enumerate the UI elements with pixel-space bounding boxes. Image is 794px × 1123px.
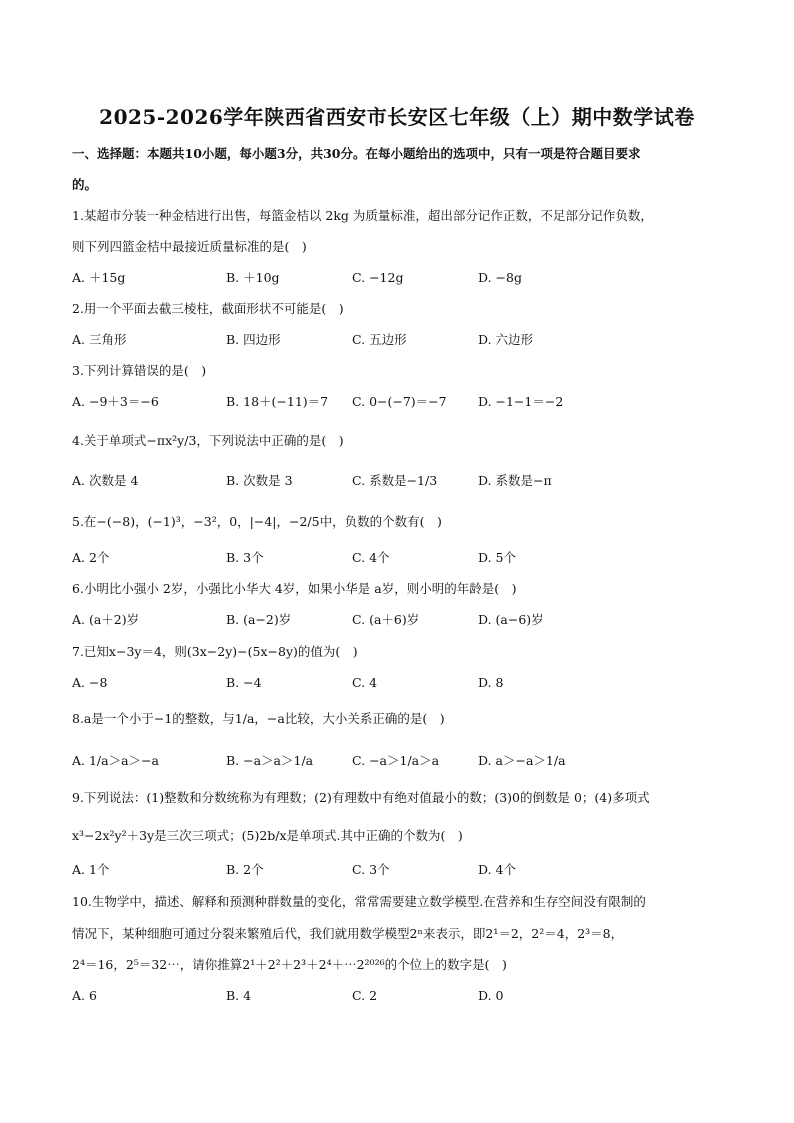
section-heading-line-1: 一、选择题：本题共10小题，每小题3分，共30分。在每小题给出的选项中，只有一项是符合题目要求 [72,146,641,161]
question-9-options [0,861,794,879]
question-1-line-2: 则下列四篮金桔中最接近质量标准的是( ) [72,239,307,254]
question-2-options [0,331,794,349]
question-4-options [0,472,794,490]
option-b[interactable]: B. ＋10g [226,270,280,285]
question-5-line-1: 5.在−(−8)，(−1)³，−3²，0，|−4|，−2/5中，负数的个数有( ) [72,514,442,529]
option-c[interactable]: C. 系数是−1/3 [352,473,438,488]
option-d[interactable]: D. a＞−a＞1/a [478,753,566,768]
option-b[interactable]: B. −a＞a＞1/a [226,753,314,768]
option-a[interactable]: A. −8 [72,675,108,690]
option-d[interactable]: D. (a−6)岁 [478,612,544,627]
question-6-options [0,611,794,629]
question-7-line-1: 7.已知x−3y＝4，则(3x−2y)−(5x−8y)的值为( ) [72,644,358,659]
option-a[interactable]: A. 2个 [72,550,110,565]
question-3-line-1: 3.下列计算错误的是( ) [72,363,207,378]
option-c[interactable]: C. 2 [352,988,378,1003]
option-d[interactable]: D. 系数是−π [478,473,552,488]
option-d[interactable]: D. −8g [478,270,522,285]
question-10-line-3: 2⁴＝16，2⁵＝32⋯，请你推算2¹＋2²＋2³＋2⁴＋⋯2²⁰²⁶的个位上的数字是( ) [72,957,507,972]
option-a[interactable]: A. (a＋2)岁 [72,612,140,627]
question-10-line-1: 10.生物学中，描述、解释和预测种群数量的变化，常常需要建立数学模型.在营养和生存空间没有限制的 [72,894,646,909]
option-c[interactable]: C. 4 [352,675,378,690]
option-d[interactable]: D. 5个 [478,550,516,565]
option-c[interactable]: C. −12g [352,270,404,285]
option-b[interactable]: B. 次数是 3 [226,473,293,488]
question-1-options [0,269,794,287]
option-d[interactable]: D. 六边形 [478,332,534,347]
question-7-options [0,674,794,692]
question-8-line-1: 8.a是一个小于−1的整数，与1/a，−a比较，大小关系正确的是( ) [72,711,445,726]
option-c[interactable]: C. 五边形 [352,332,407,347]
question-8-options [0,752,794,770]
question-10-options [0,987,794,1005]
option-a[interactable]: A. 三角形 [72,332,127,347]
page-title: 2025-2026学年陕西省西安市长安区七年级（上）期中数学试卷 [99,105,695,129]
option-a[interactable]: A. −9＋3＝−6 [72,394,159,409]
option-c[interactable]: C. (a＋6)岁 [352,612,420,627]
option-b[interactable]: B. 3个 [226,550,264,565]
question-10-line-2: 情况下，某种细胞可通过分裂来繁殖后代，我们就用数学模型2ⁿ来表示，即2¹＝2，2²＝4，2³＝8， [72,926,624,941]
option-b[interactable]: B. (a−2)岁 [226,612,292,627]
option-d[interactable]: D. 4个 [478,862,516,877]
option-b[interactable]: B. 4 [226,988,252,1003]
option-d[interactable]: D. 0 [478,988,504,1003]
option-c[interactable]: C. −a＞1/a＞a [352,753,440,768]
option-b[interactable]: B. 2个 [226,862,264,877]
question-4-line-1: 4.关于单项式−πx²y/3，下列说法中正确的是( ) [72,433,344,448]
option-a[interactable]: A. 1个 [72,862,110,877]
option-b[interactable]: B. 四边形 [226,332,281,347]
question-1-line-1: 1.某超市分装一种金桔进行出售，每篮金桔以 2kg 为质量标准，超出部分记作正数，不足部分记作负数， [72,208,653,223]
option-a[interactable]: A. 1/a＞a＞−a [72,753,159,768]
option-b[interactable]: B. −4 [226,675,262,690]
option-d[interactable]: D. −1−1＝−2 [478,394,564,409]
option-c[interactable]: C. 0−(−7)＝−7 [352,394,447,409]
option-b[interactable]: B. 18＋(−11)＝7 [226,394,329,409]
section-heading-line-2: 的。 [72,177,98,192]
option-a[interactable]: A. 6 [72,988,97,1003]
option-c[interactable]: C. 4个 [352,550,390,565]
option-d[interactable]: D. 8 [478,675,504,690]
question-2-line-1: 2.用一个平面去截三棱柱，截面形状不可能是( ) [72,301,344,316]
question-6-line-1: 6.小明比小强小 2岁，小强比小华大 4岁，如果小华是 a岁，则小明的年龄是( ) [72,581,517,596]
question-9-line-2: x³−2x²y²＋3y是三次三项式；(5)2b/x是单项式.其中正确的个数为( ) [72,828,463,843]
option-c[interactable]: C. 3个 [352,862,390,877]
option-a[interactable]: A. 次数是 4 [72,473,139,488]
question-3-options [0,393,794,411]
question-9-line-1: 9.下列说法：(1)整数和分数统称为有理数；(2)有理数中有绝对值最小的数；(3)0的倒数是 0；(4)多项式 [72,790,650,805]
option-a[interactable]: A. ＋15g [72,270,126,285]
question-5-options [0,549,794,567]
